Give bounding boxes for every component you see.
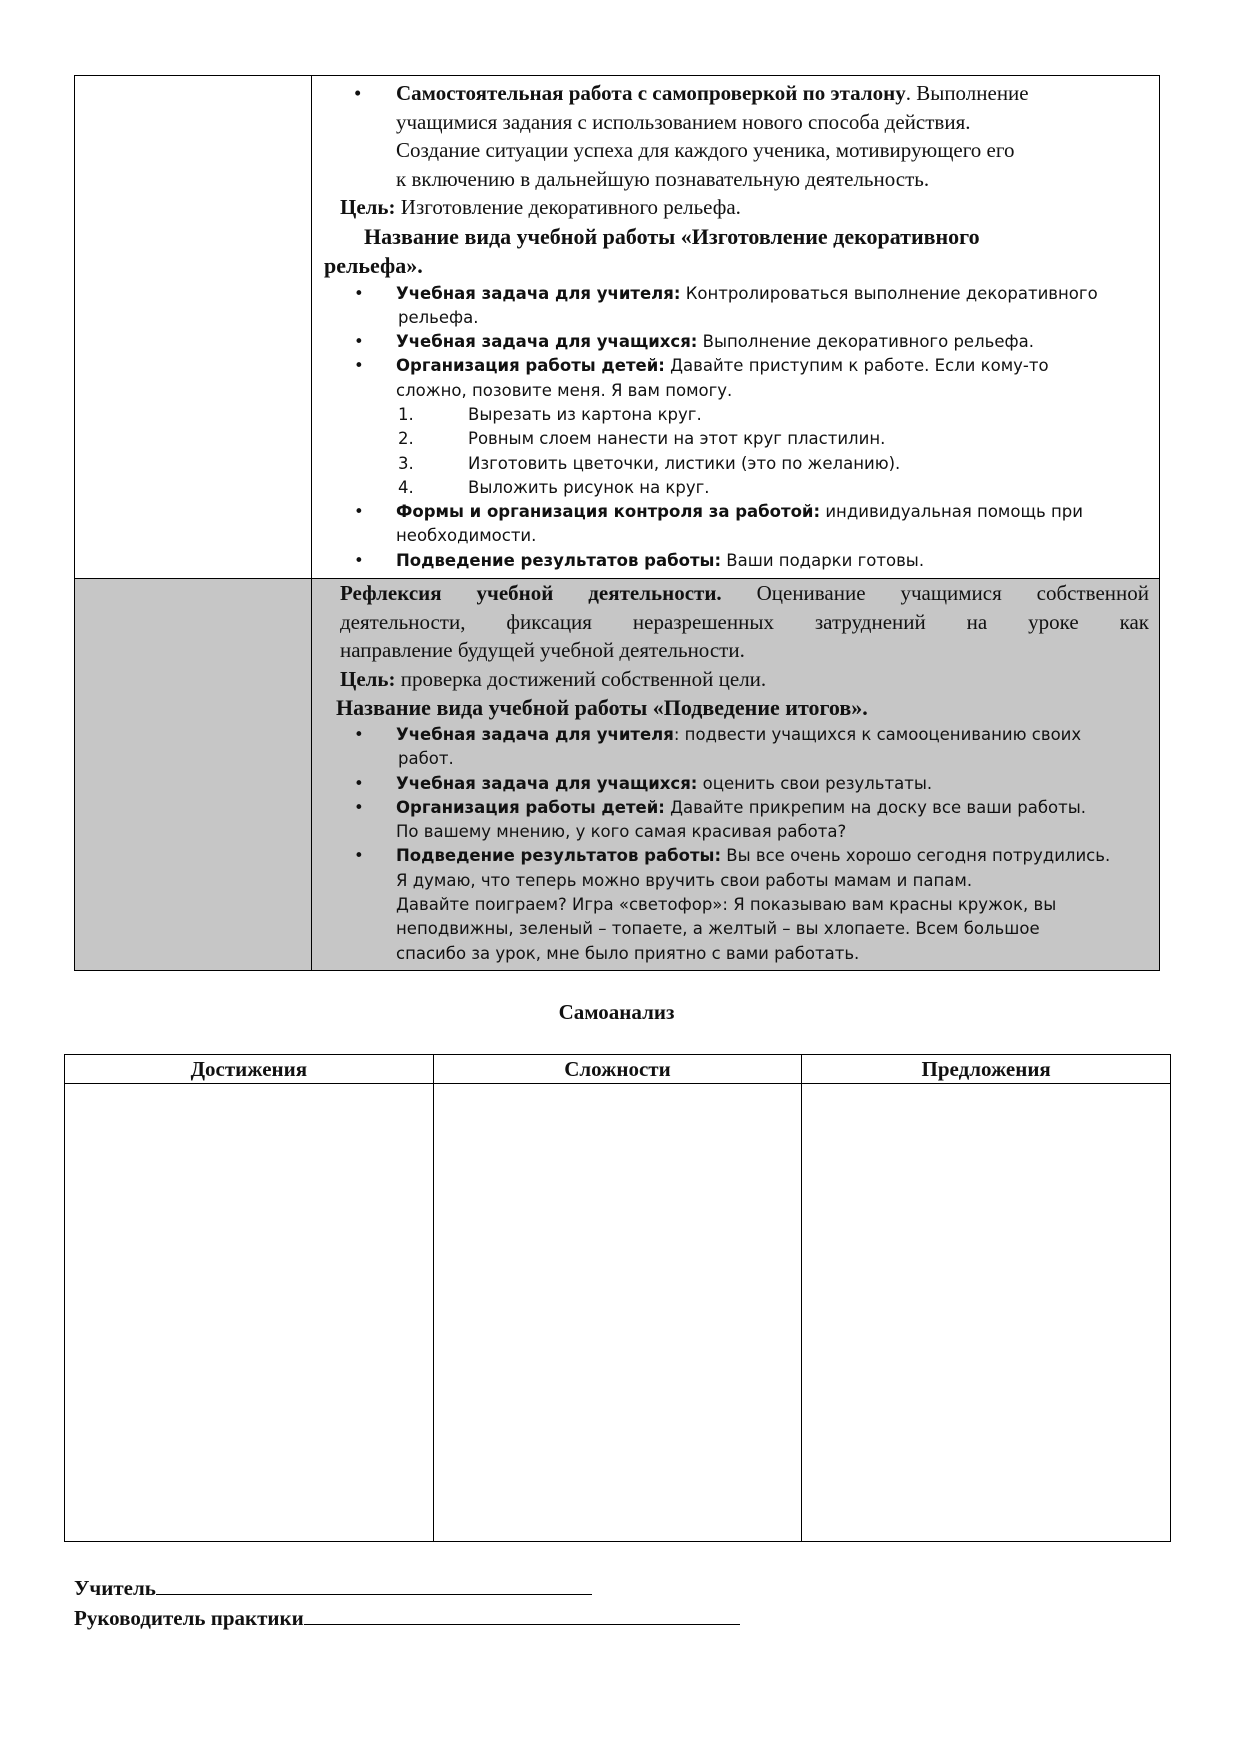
- step-item: [398, 452, 1149, 476]
- stage2-text-l2: деятельности, фиксация неразрешенных затруднений на уроке как: [340, 609, 1149, 634]
- item-text: Давайте приступим к работе. Если кому-то: [664, 356, 1049, 376]
- step-number: 3.: [398, 453, 414, 473]
- stage1-goal: [340, 193, 1149, 222]
- achievements-cell[interactable]: [65, 1084, 434, 1542]
- stage2-goal-label: Цель:: [340, 666, 396, 691]
- stage2-goal-text: проверка достижений собственной цели.: [395, 666, 767, 691]
- item-text-cont: работ.: [398, 749, 454, 769]
- stage-cell-empty: [75, 579, 312, 971]
- supervisor-label: Руководитель практики: [74, 1606, 304, 1630]
- self-analysis-table: [64, 1054, 1171, 1542]
- stage1-bullet-bold: Самостоятельная работа с самопроверкой по эталону: [396, 81, 906, 105]
- self-analysis-body-row: [65, 1084, 1171, 1542]
- stage2-items: [396, 723, 1159, 966]
- item-label: Учебная задача для учителя:: [396, 283, 681, 303]
- step-item: [398, 427, 1149, 451]
- stage1-bullet-line3: Создание ситуации успеха для каждого ученика, мотивирующего его: [396, 138, 1015, 162]
- item-text: оценить свои результаты.: [697, 773, 933, 793]
- item-text-cont: По вашему мнению, у кого самая красивая работа?: [396, 822, 847, 842]
- stage1-goal-text: Изготовление декоративного рельефа.: [395, 195, 741, 219]
- step-number: 2.: [398, 429, 414, 449]
- stage1-bullet-line2: учащимися задания с использованием нового способа действия.: [396, 109, 971, 134]
- stage1-work-name-l1: Название вида учебной работы «Изготовление декоративного: [364, 223, 980, 249]
- item-text-cont: сложно, позовите меня. Я вам помогу.: [396, 380, 733, 400]
- stage1-item-organization: [396, 354, 1149, 403]
- item-text: Давайте прикрепим на доску все ваши работы.: [664, 797, 1086, 817]
- stage2-heading-bold: Рефлексия учебной деятельности.: [340, 581, 722, 605]
- item-text: Выполнение декоративного рельефа.: [697, 332, 1034, 352]
- item-text-cont: необходимости.: [396, 526, 537, 546]
- item-text-cont: спасибо за урок, мне было приятно с вами работать.: [396, 943, 860, 963]
- stage1-bullet-rest: . Выполнение: [905, 81, 1029, 105]
- stage2-item-organization: [396, 796, 1149, 845]
- item-text-cont: неподвижны, зеленый – топаете, а желтый – вы хлопаете. Всем большое: [396, 919, 1040, 939]
- item-text: индивидуальная помощь при: [820, 502, 1083, 522]
- step-text: Выложить рисунок на круг.: [468, 477, 710, 497]
- item-label: Формы и организация контроля за работой:: [396, 502, 821, 522]
- step-number: 4.: [398, 477, 414, 497]
- stage1-steps: [398, 403, 1149, 500]
- column-header-achievements: Достижения: [65, 1055, 434, 1084]
- stage1-item-result: [396, 549, 1149, 573]
- item-label: Учебная задача для учителя: [396, 725, 674, 744]
- stage1-item-student-task: [396, 330, 1149, 354]
- stage1-work-name-l2: рельефа».: [324, 252, 423, 278]
- item-text: Ваши подарки готовы.: [721, 550, 925, 570]
- self-analysis-header-row: [65, 1055, 1171, 1084]
- stage-content-reflection: [312, 579, 1160, 971]
- stage2-heading: [340, 579, 1149, 665]
- lesson-row-independent-work: [75, 76, 1160, 579]
- item-label: Организация работы детей:: [396, 356, 665, 376]
- stage-cell-empty: [75, 76, 312, 579]
- lesson-row-reflection: [75, 579, 1160, 971]
- stage-content-independent-work: [312, 76, 1160, 579]
- item-label: Учебная задача для учащихся:: [396, 332, 698, 352]
- stage2-work-name: Название вида учебной работы «Подведение итогов».: [336, 695, 868, 720]
- step-text: Ровным слоем нанести на этот круг пластилин.: [468, 429, 886, 449]
- item-label: Подведение результатов работы:: [396, 846, 722, 866]
- lesson-table: [74, 75, 1160, 971]
- self-analysis-title: Самоанализ: [558, 1000, 675, 1024]
- stage1-goal-label: Цель:: [340, 195, 396, 219]
- stage2-heading-rest: Оценивание учащимися собственной: [756, 581, 1149, 605]
- teacher-signature: [74, 1572, 592, 1601]
- step-number: 1.: [398, 404, 414, 424]
- supervisor-signature: [74, 1602, 740, 1631]
- stage1-item-teacher-task: [396, 282, 1149, 331]
- supervisor-signature-line[interactable]: [304, 1602, 740, 1625]
- step-text: Изготовить цветочки, листики (это по желанию).: [468, 453, 901, 473]
- stage2-goal: [340, 665, 1149, 694]
- stage2-item-result: [396, 844, 1149, 965]
- stage2-item-student-task: [396, 772, 1149, 796]
- stage1-work-name: [324, 222, 1149, 280]
- column-header-difficulties: Сложности: [433, 1055, 802, 1084]
- stage1-intro: [396, 79, 1149, 193]
- item-label: Учебная задача для учащихся:: [396, 773, 698, 793]
- teacher-label: Учитель: [74, 1576, 156, 1600]
- stage2-item-teacher-task: [396, 723, 1149, 772]
- item-text-cont: рельефа.: [398, 307, 479, 327]
- stage2-text-l3: направление будущей учебной деятельности.: [340, 638, 745, 662]
- item-text: Контролироваться выполнение декоративного: [680, 283, 1098, 303]
- step-item: [398, 403, 1149, 427]
- item-text: : подвести учащихся к самооцениванию своих: [673, 725, 1082, 744]
- suggestions-cell[interactable]: [802, 1084, 1171, 1542]
- step-text: Вырезать из картона круг.: [468, 404, 702, 424]
- teacher-signature-line[interactable]: [156, 1572, 592, 1595]
- stage1-items: [396, 282, 1149, 574]
- difficulties-cell[interactable]: [433, 1084, 802, 1542]
- column-header-suggestions: Предложения: [802, 1055, 1171, 1084]
- step-item: [398, 476, 1149, 500]
- stage1-intro-bullet: [396, 79, 1149, 193]
- item-text-cont: Давайте поиграем? Игра «светофор»: Я показываю вам красны кружок, вы: [396, 895, 1057, 915]
- item-text: Вы все очень хорошо сегодня потрудились.: [721, 846, 1111, 866]
- item-label: Подведение результатов работы:: [396, 550, 722, 570]
- stage1-item-control: [396, 500, 1149, 549]
- stage1-bullet-line4: к включению в дальнейшую познавательную деятельность.: [396, 166, 930, 191]
- item-text-cont: Я думаю, что теперь можно вручить свои работы мамам и папам.: [396, 870, 973, 890]
- item-label: Организация работы детей:: [396, 797, 665, 817]
